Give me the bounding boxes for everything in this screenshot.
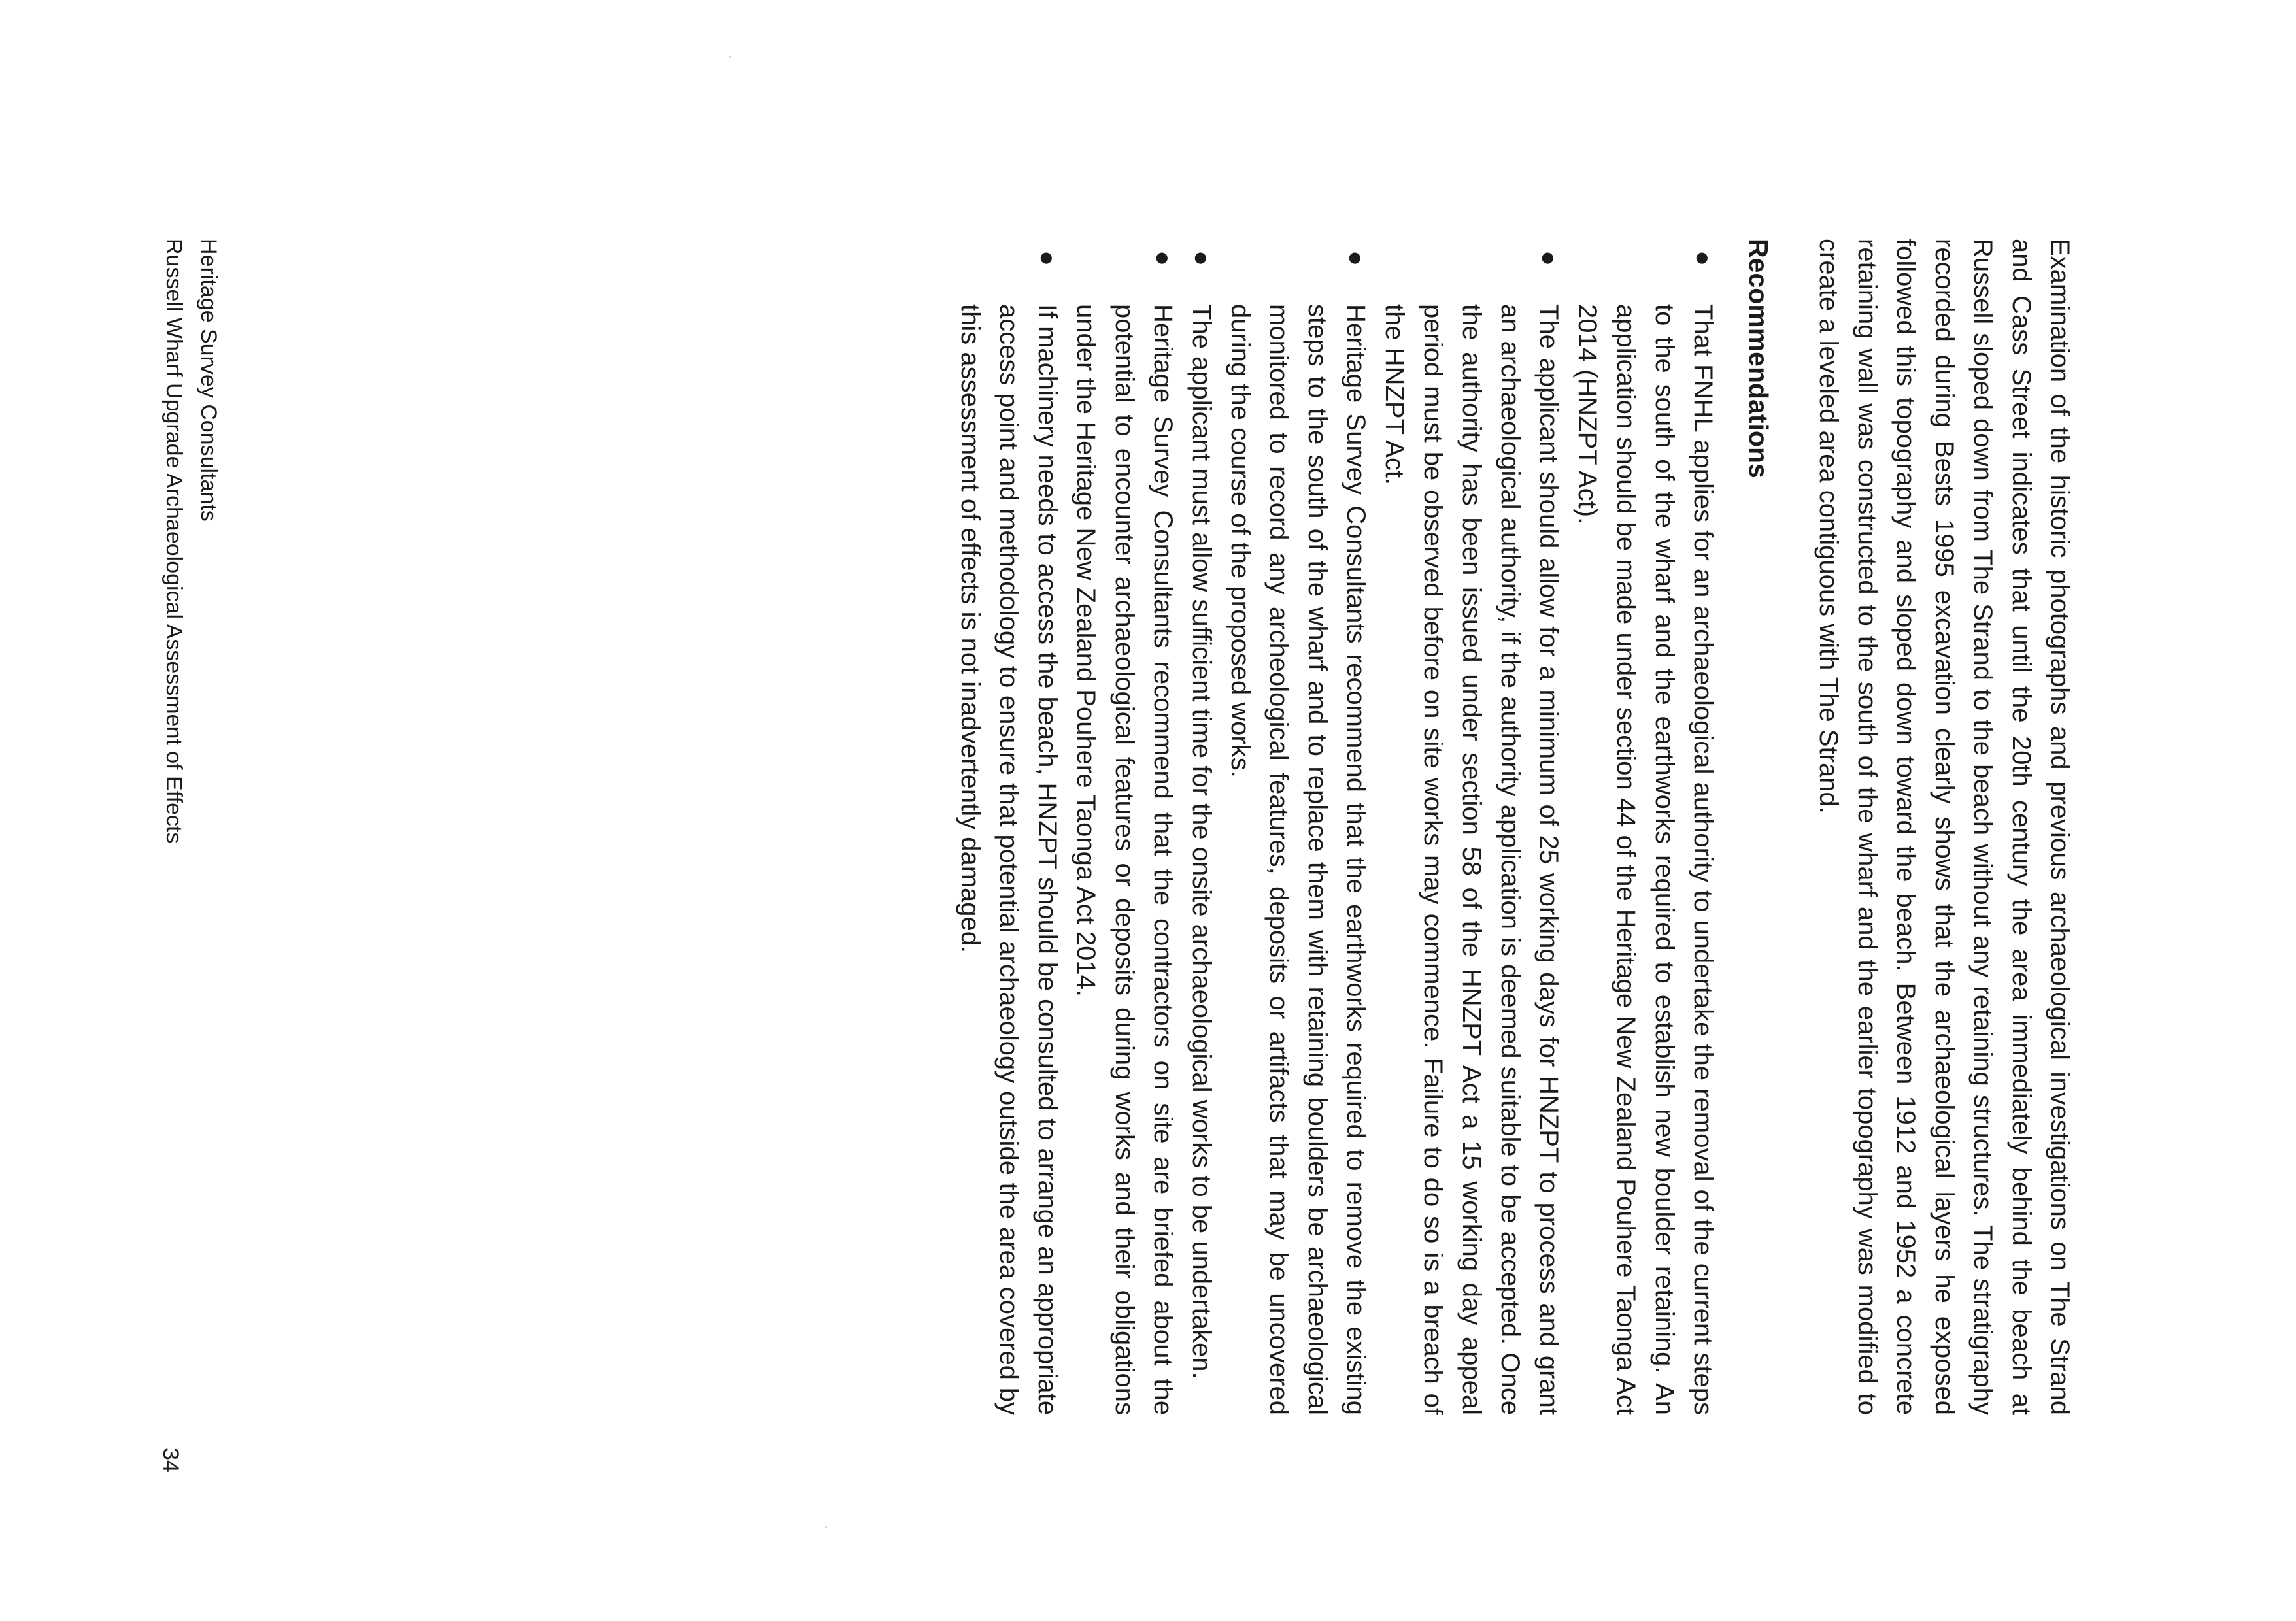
recommendation-text: The applicant must allow sufficient time for the onsite archaeological works to be undertaken. (1187, 304, 1216, 1379)
page-number: 34 (158, 1448, 183, 1473)
bullet-icon: ● (1149, 250, 1177, 267)
footer-company: Heritage Survey Consultants (196, 239, 221, 522)
page-footer (156, 239, 226, 958)
recommendation-text: Heritage Survey Consultants recommend that the contractors on site are briefed about the potential to encounter archaeological features or deposits during works and their obligations under the Heritage New Zealand Pouhere Taonga Act 2014. (1072, 304, 1177, 1415)
recommendation-item (951, 239, 1066, 1415)
recommendation-text: The applicant should allow for a minimum of 25 working days for HNZPT to process and grant an archaeological authority, if the authority application is deemed suitable to be accepted. Once the authority has been issued under section 58 of the HNZPT Act a 15 working day appeal period must be observed before on site works may commence. Failure to do so is a breach of the HNZPT Act. (1380, 304, 1563, 1415)
footer-report-title: Russell Wharf Upgrade Archaeological Assessment of Effects (161, 239, 186, 844)
bullet-icon: ● (1187, 250, 1216, 267)
rotated-content (951, 239, 2079, 1415)
bullet-icon: ● (1342, 250, 1370, 267)
recommendation-item (1568, 239, 1722, 1415)
recommendation-text: That FNHL applies for an archaeological authority to undertake the removal of the current steps to the south of the wharf and the earthworks required to establish new boulder retaining. An application should be made under section 44 of the Heritage New Zealand Pouhere Taonga Act 2014 (HNZPT Act). (1573, 304, 1717, 1415)
recommendation-item (1221, 239, 1375, 1415)
bullet-icon: ● (1534, 250, 1563, 267)
intro-paragraph: Examination of the historic photographs and previous archaeological investigations on The Strand and Cass Street indicates that until the 20th century the area immediately behind the beach at Russell sloped down from The Strand to the beach without any retaining structures. The stratigraphy recorded during Bests 1995 excavation clearly shows that the archaeological layers he exposed followed this topography and sloped down toward the beach. Between 1912 and 1952 a concrete retaining wall was constructed to the south of the wharf and the earlier topography was modified to create a leveled area contiguous with The Strand. (1814, 239, 2074, 1415)
recommendation-item (1375, 239, 1568, 1415)
recommendation-text: If machinery needs to access the beach, HNZPT should be consulted to arrange an appropriate access point and methodology to ensure that potential archaeology outside the area covered by this assessment of effects is not inadvertently damaged. (956, 304, 1062, 1415)
scan-speck (729, 56, 731, 58)
recommendation-text: Heritage Survey Consultants recommend that the earthworks required to remove the existing steps to the south of the wharf and to replace them with retaining boulders be archaeological monitored to record any archeological features, deposits or artifacts that may be uncovered during the course of the proposed works. (1226, 304, 1370, 1415)
bullet-icon: ● (1033, 250, 1062, 267)
scan-speck (825, 1526, 827, 1528)
recommendation-item (1182, 239, 1221, 1415)
recommendations-heading: Recommendations (1744, 239, 1774, 478)
recommendations-list (951, 239, 1722, 1415)
recommendation-item (1066, 239, 1182, 1415)
bullet-icon: ● (1689, 250, 1717, 267)
